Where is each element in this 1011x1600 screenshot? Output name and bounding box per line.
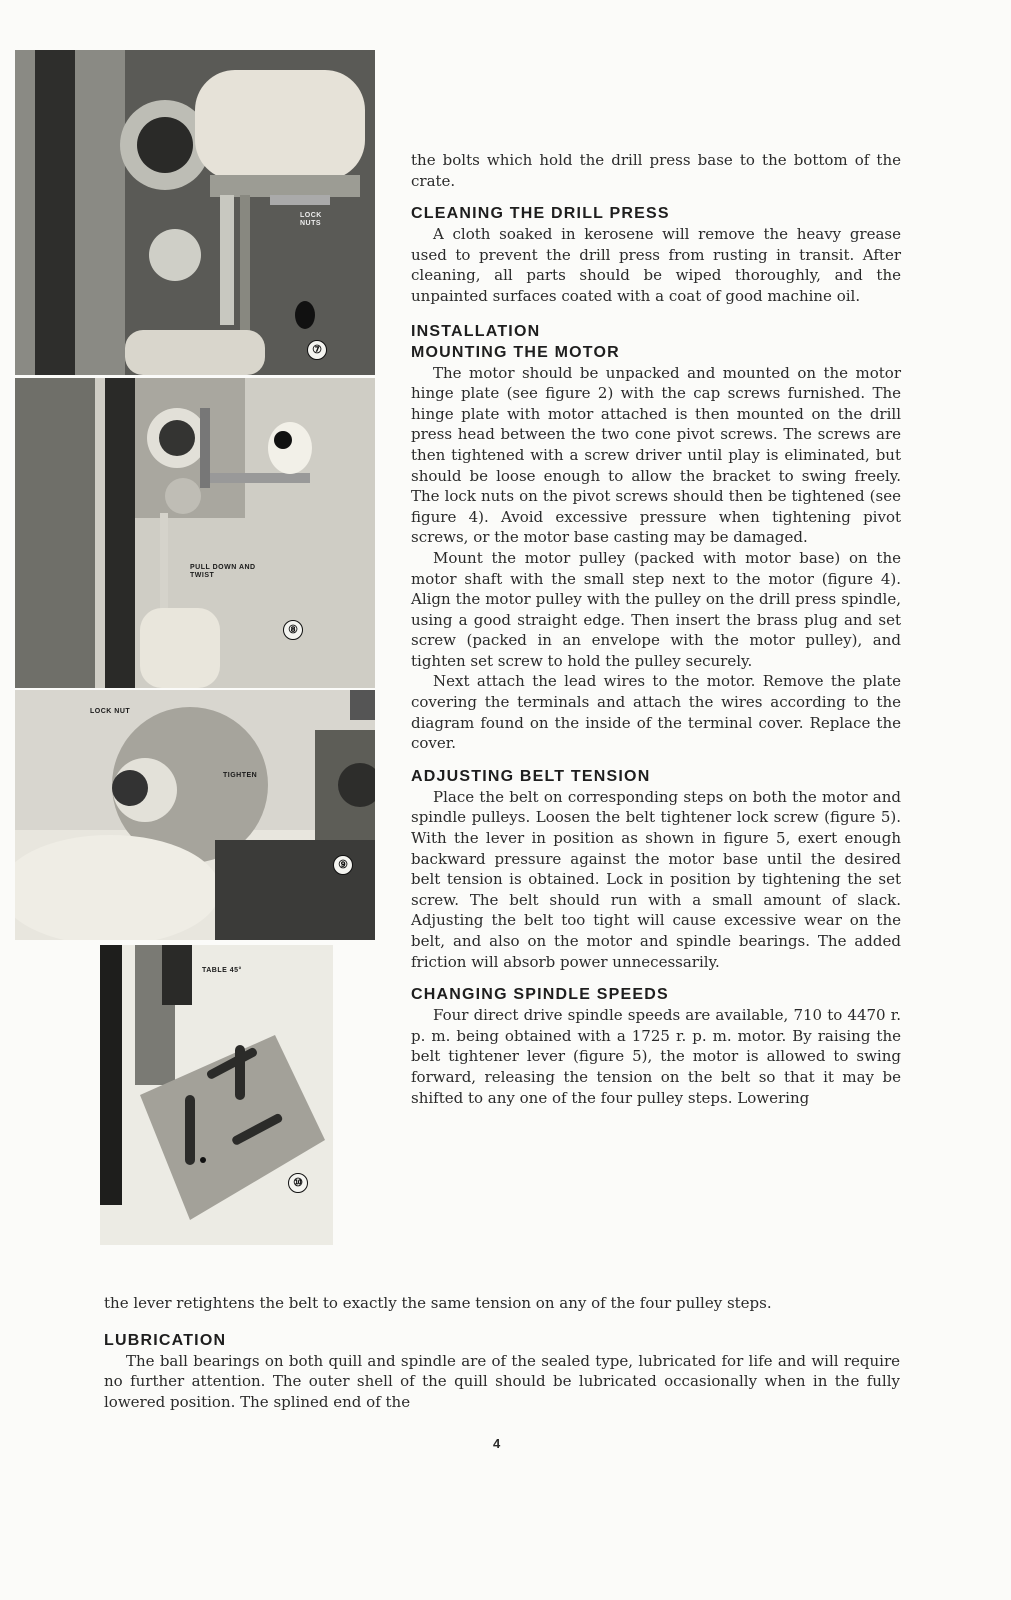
page-number: 4	[493, 1436, 501, 1451]
continuation-paragraph: the lever retightens the belt to exactly the same tension on any of the four pulley steps.	[104, 1294, 772, 1312]
heading-belt-tension: ADJUSTING BELT TENSION	[411, 767, 651, 785]
heading-spindle-speeds: CHANGING SPINDLE SPEEDS	[411, 986, 669, 1004]
figure-7-number: ⑦	[307, 340, 327, 360]
belt-tension-paragraph: Place the belt on corresponding steps on both the motor and spindle pulleys. Loosen the belt tightener lock screw (figure 5). With the lever in position as shown in figure 5, exert enough backward pressure against the motor base until the desired belt tension is obtained. Lock in position by tightening the set screw. The belt should run with a small amount of slack. Adjusting the belt too tight will cause excessive wear on the belt, and also on the motor and spindle bearings. The added friction will absorb power unnecessarily.	[411, 787, 901, 971]
spindle-speeds-paragraph: Four direct drive spindle speeds are available, 710 to 4470 r. p. m. being obtained with a 1725 r. p. m. motor. By raising the belt tightener lever (figure 5), the motor is allowed to swing forward, releasing the tension on the belt so that it may be shifted to any one of the four pulley steps. Lowering	[411, 1006, 901, 1107]
figure-9-label-tighten: TIGHTEN	[223, 772, 258, 779]
full-width-text	[104, 1293, 900, 1412]
figure-9-photo	[15, 690, 375, 940]
mounting-paragraph-3: Next attach the lead wires to the motor. Remove the plate covering the terminals and attach the wires according to the diagram found on the inside of the terminal cover. Replace the cover.	[411, 672, 901, 753]
mounting-paragraph-2: Mount the motor pulley (packed with motor base) on the motor shaft with the small step next to the motor (figure 4). Align the motor pulley with the pulley on the drill press spindle, using a good straight edge. Then insert the brass plug and set screw (packed in an envelope with the motor pulley), and tighten set screw to hold the pulley securely.	[411, 548, 901, 670]
figure-7-label-lock-nuts: LOCK NUTS	[300, 212, 322, 227]
figure-7-photo	[15, 50, 375, 375]
figure-10-label-table-45: TABLE 45°	[202, 967, 242, 974]
figure-8-label-pull-down: PULL DOWN AND TWIST	[190, 564, 256, 579]
figure-10-number: ⑩	[288, 1173, 308, 1193]
heading-installation: INSTALLATION	[411, 322, 541, 340]
heading-mounting-motor: MOUNTING THE MOTOR	[411, 343, 620, 361]
heading-lubrication: LUBRICATION	[104, 1331, 227, 1349]
intro-paragraph: the bolts which hold the drill press base to the bottom of the crate.	[411, 151, 901, 190]
lubrication-paragraph: The ball bearings on both quill and spindle are of the sealed type, lubricated for life and will require no further attention. The outer shell of the quill should be lubricated occasionally when in the fully lowered position. The splined end of the	[104, 1351, 900, 1411]
text-column	[411, 150, 901, 1108]
figure-9-label-lock-nut: LOCK NUT	[90, 708, 131, 715]
figure-8-number: ⑧	[283, 620, 303, 640]
figure-8-photo	[15, 378, 375, 688]
figure-9-number: ⑨	[333, 855, 353, 875]
figure-10-photo	[100, 945, 333, 1245]
heading-cleaning: CLEANING THE DRILL PRESS	[411, 205, 670, 223]
cleaning-paragraph: A cloth soaked in kerosene will remove the heavy grease used to prevent the drill press from rusting in transit. After cleaning, all parts should be wiped thoroughly, and the unpainted surfaces coated with a coat of good machine oil.	[411, 225, 901, 305]
mounting-paragraph-1: The motor should be unpacked and mounted on the motor hinge plate (see figure 2) with the cap screws furnished. The hinge plate with motor attached is then mounted on the drill press head between the two cone pivot screws. The screws are then tightened with a screw driver until play is eliminated, but should be loose enough to allow the bracket to swing freely. The lock nuts on the pivot screws should then be tightened (see figure 4). Avoid excessive pressure when tightening pivot screws, or the motor base casting may be damaged.	[411, 363, 901, 547]
